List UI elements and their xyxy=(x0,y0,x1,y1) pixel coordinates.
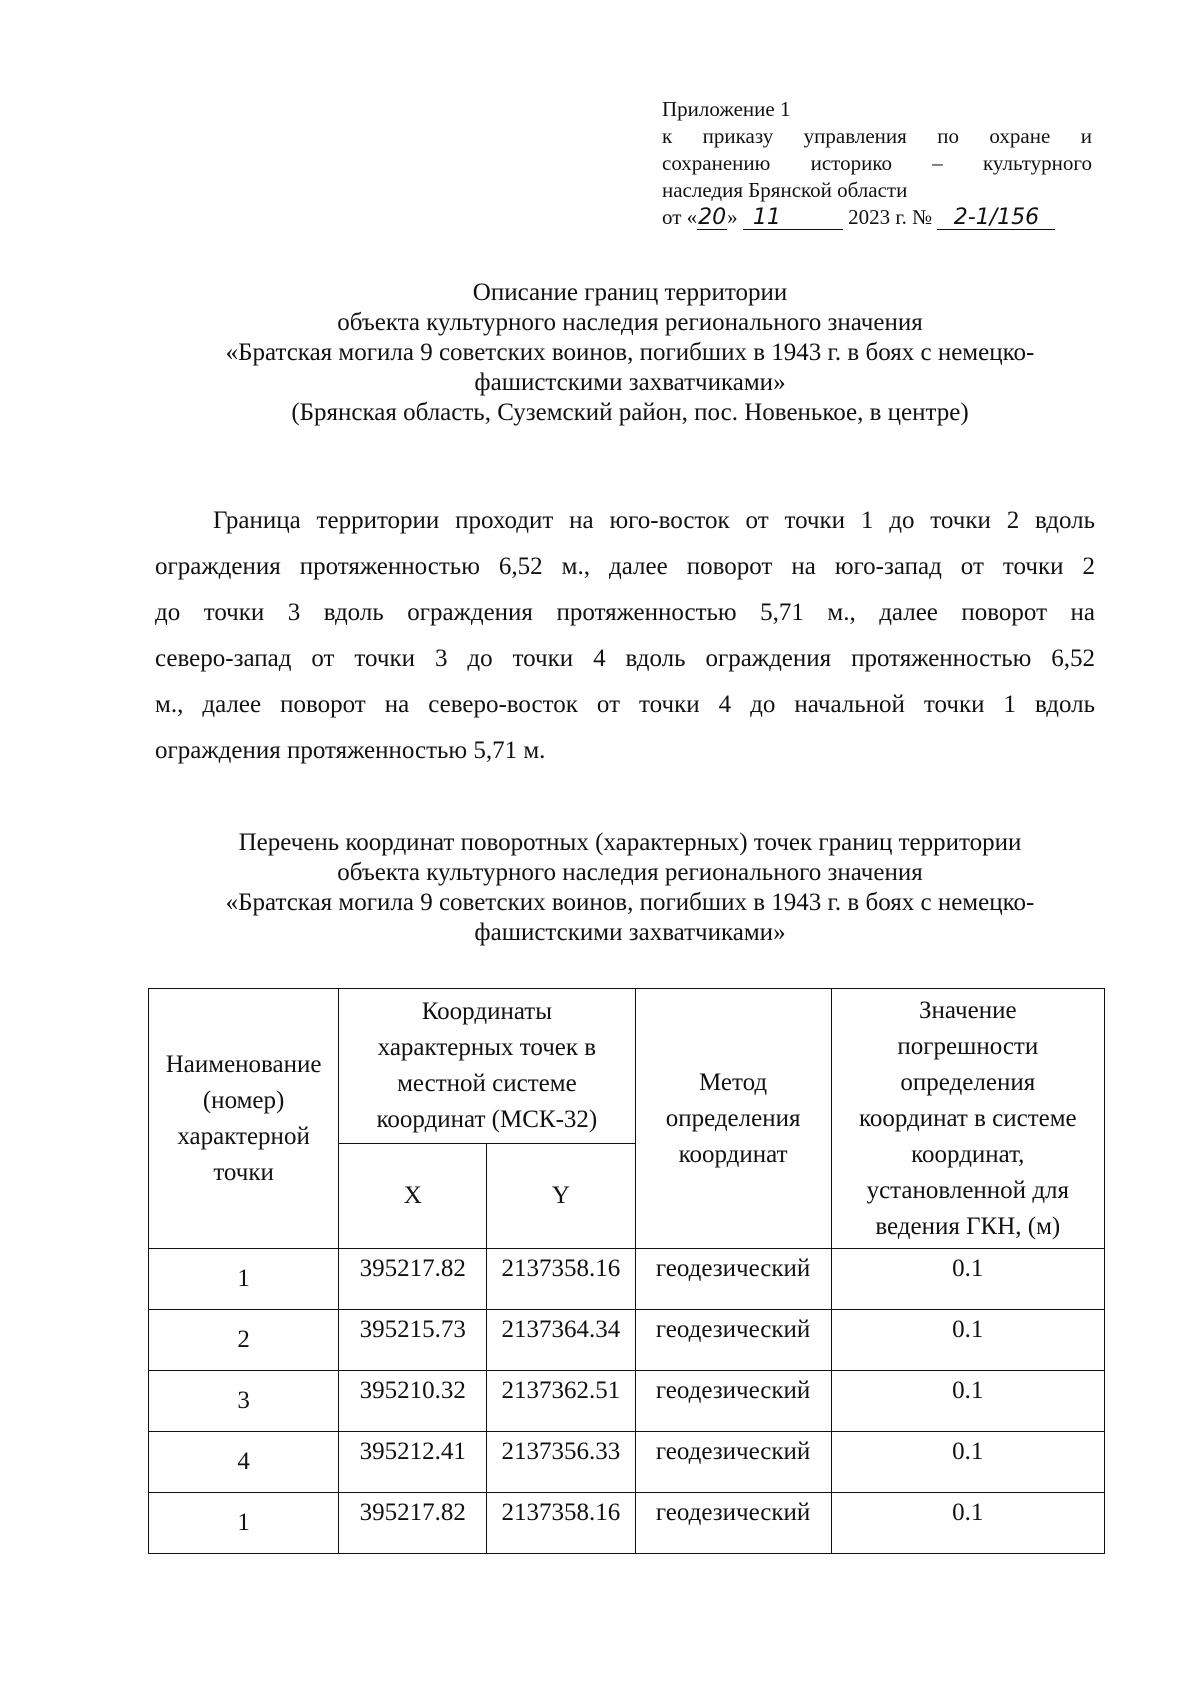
cell-method: геодезический xyxy=(635,1371,831,1432)
date-month-handwritten: 11 xyxy=(743,207,843,230)
header-point-name xyxy=(149,989,339,1249)
cell-x: 395210.32 xyxy=(339,1371,487,1432)
header-text: Значение xyxy=(919,996,1017,1024)
title-line: фашистскими захватчиками» xyxy=(474,369,786,396)
paragraph-line: Граница территории проходит на юго-восток от точки 1 до точки 2 вдоль xyxy=(213,507,1095,534)
cell-error: 0.1 xyxy=(831,1371,1104,1432)
appendix-date-line xyxy=(662,204,1092,231)
title-line: «Братская могила 9 советских воинов, погибших в 1943 г. в боях с немецко- xyxy=(225,339,1035,366)
table-title xyxy=(110,828,1150,948)
header-text: координат, xyxy=(911,1140,1025,1168)
appendix-order-line: к приказу управления по охране и xyxy=(662,124,1092,148)
title-line: объекта культурного наследия регионального значения xyxy=(337,309,923,336)
cell-y: 2137356.33 xyxy=(487,1432,635,1493)
boundary-description xyxy=(155,498,1095,774)
table-title-line: «Братская могила 9 советских воинов, погибших в 1943 г. в боях с немецко- xyxy=(225,889,1035,916)
table-row xyxy=(149,1493,1105,1554)
title-location-line: (Брянская область, Суземский район, пос. Новенькое, в центре) xyxy=(291,399,969,426)
date-day-handwritten: 20 xyxy=(698,205,727,230)
cell-y: 2137358.16 xyxy=(487,1249,635,1310)
cell-point: 1 xyxy=(149,1493,339,1554)
header-x: X xyxy=(339,1144,487,1249)
header-text: Наименование xyxy=(165,1050,322,1078)
header-accuracy xyxy=(831,989,1104,1249)
cell-y: 2137358.16 xyxy=(487,1493,635,1554)
document-title xyxy=(110,278,1150,428)
cell-point: 4 xyxy=(149,1432,339,1493)
cell-y: 2137364.34 xyxy=(487,1310,635,1371)
cell-point: 1 xyxy=(149,1249,339,1310)
header-text: определения xyxy=(665,1104,801,1132)
header-text: ведения ГКН, (м) xyxy=(875,1212,1061,1240)
table-row xyxy=(149,1371,1105,1432)
header-method xyxy=(635,989,831,1249)
cell-method: геодезический xyxy=(635,1432,831,1493)
cell-x: 395215.73 xyxy=(339,1310,487,1371)
table-row xyxy=(149,1310,1105,1371)
header-text: координат xyxy=(678,1140,788,1168)
header-text: характерной xyxy=(177,1122,310,1150)
cell-method: геодезический xyxy=(635,1310,831,1371)
header-text: Координаты xyxy=(421,998,552,1025)
date-prefix: от « xyxy=(662,205,698,229)
appendix-region-line: наследия Брянской области xyxy=(662,178,908,202)
order-number-handwritten: 2-1/156 xyxy=(937,207,1055,230)
header-text: установленной для xyxy=(866,1176,1070,1204)
appendix-title: Приложение 1 xyxy=(662,97,791,121)
date-mid: » xyxy=(727,205,738,229)
cell-y: 2137362.51 xyxy=(487,1371,635,1432)
header-text: характерных точек в xyxy=(377,1034,597,1061)
cell-point: 3 xyxy=(149,1371,339,1432)
header-coordinates xyxy=(339,989,635,1144)
paragraph-line: ограждения протяженностью 5,71 м. xyxy=(155,737,546,764)
header-text: определения xyxy=(900,1068,1036,1096)
table-title-line: объекта культурного наследия регионального значения xyxy=(337,859,923,886)
paragraph-line: северо-запад от точки 3 до точки 4 вдоль ограждения протяженностью 6,52 xyxy=(155,645,1095,672)
appendix-department-line: сохранению историко – культурного xyxy=(662,151,1092,175)
cell-error: 0.1 xyxy=(831,1493,1104,1554)
cell-method: геодезический xyxy=(635,1493,831,1554)
appendix-header xyxy=(662,96,1092,231)
cell-error: 0.1 xyxy=(831,1249,1104,1310)
header-y: Y xyxy=(487,1144,635,1249)
cell-x: 395217.82 xyxy=(339,1493,487,1554)
cell-x: 395217.82 xyxy=(339,1249,487,1310)
paragraph-line: м., далее поворот на северо-восток от точки 4 до начальной точки 1 вдоль xyxy=(155,691,1095,718)
header-text: координат (МСК-32) xyxy=(376,1106,598,1133)
header-text: координат в системе xyxy=(858,1104,1077,1132)
cell-x: 395212.41 xyxy=(339,1432,487,1493)
header-text: местной системе xyxy=(397,1070,577,1097)
table-title-line: фашистскими захватчиками» xyxy=(474,919,786,946)
cell-point: 2 xyxy=(149,1310,339,1371)
coordinates-table xyxy=(148,988,1105,1554)
cell-error: 0.1 xyxy=(831,1310,1104,1371)
paragraph-line: до точки 3 вдоль ограждения протяженностью 5,71 м., далее поворот на xyxy=(155,599,1095,626)
date-year: 2023 г. № xyxy=(848,205,933,229)
cell-method: геодезический xyxy=(635,1249,831,1310)
paragraph-line: ограждения протяженностью 6,52 м., далее поворот на юго-запад от точки 2 xyxy=(155,553,1095,580)
title-line: Описание границ территории xyxy=(472,279,788,306)
header-text: точки xyxy=(213,1158,274,1186)
header-text: (номер) xyxy=(202,1086,285,1114)
header-text: погрешности xyxy=(897,1032,1039,1060)
table-row xyxy=(149,1249,1105,1310)
cell-error: 0.1 xyxy=(831,1432,1104,1493)
table-row xyxy=(149,1432,1105,1493)
header-text: Метод xyxy=(699,1068,768,1096)
table-title-line: Перечень координат поворотных (характерных) точек границ территории xyxy=(238,829,1022,856)
